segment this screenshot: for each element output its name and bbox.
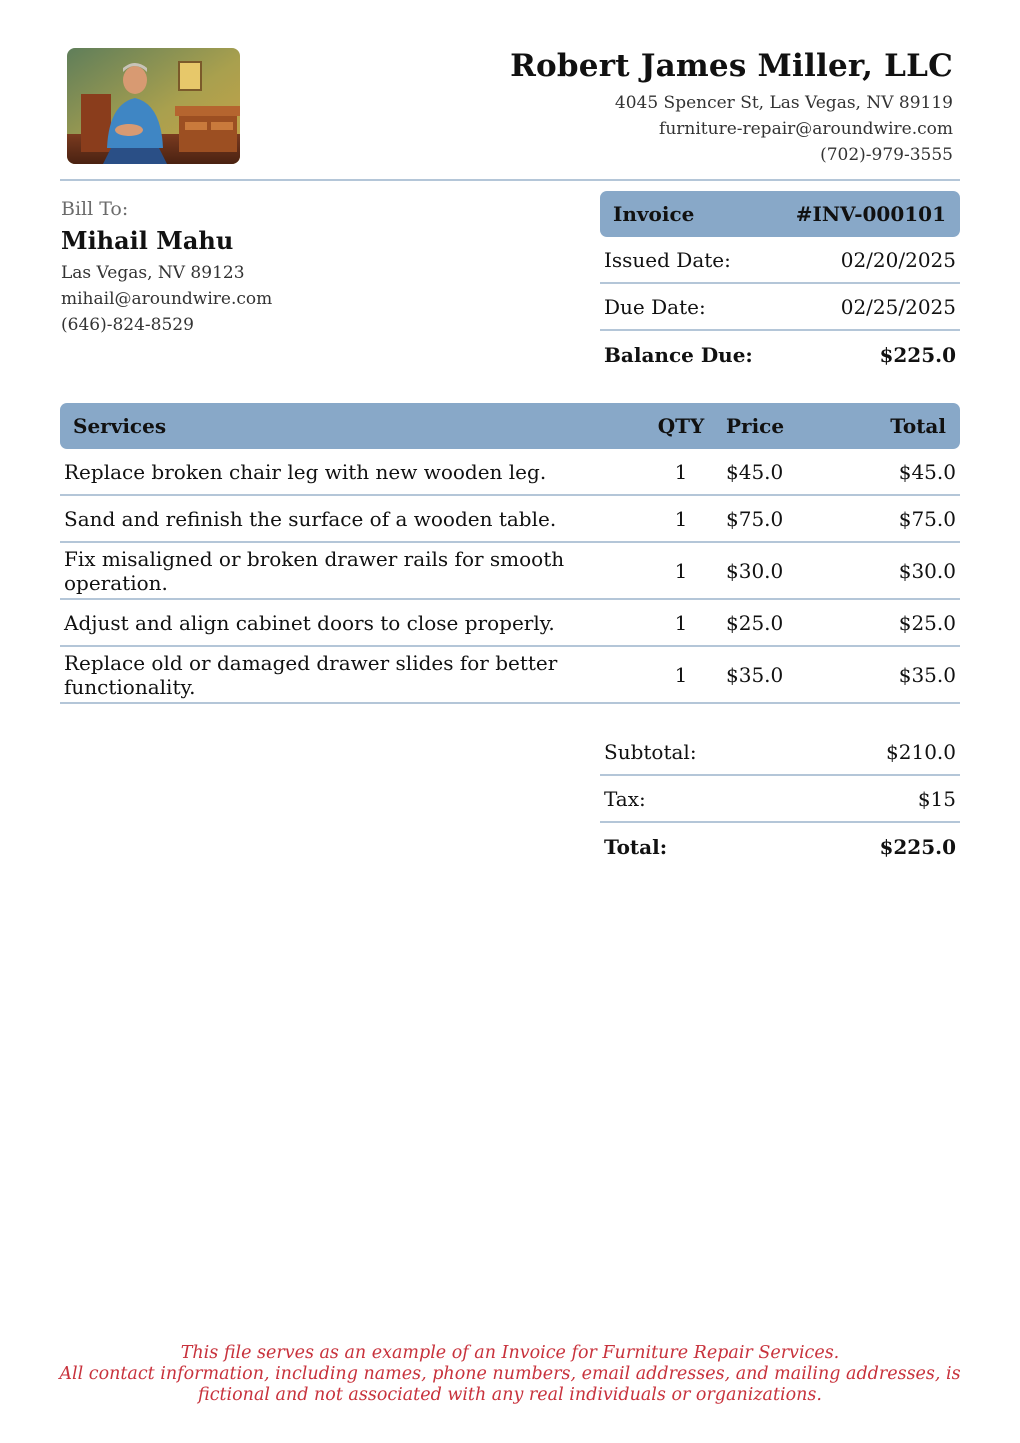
- services-table: [60, 403, 960, 704]
- issued-date-row: [600, 237, 960, 284]
- header-divider: [60, 179, 960, 181]
- service-description: Fix misaligned or broken drawer rails for smooth operation.: [64, 546, 565, 595]
- client-phone: (646)-824-8529: [61, 315, 194, 335]
- subtotal-value: $210.0: [886, 739, 956, 764]
- service-qty: 1: [674, 662, 688, 687]
- balance-due-value: $225.0: [879, 342, 956, 367]
- header-price: Price: [726, 414, 785, 438]
- grand-total-row: [600, 823, 960, 870]
- service-price: $30.0: [726, 558, 784, 583]
- header-qty: QTY: [657, 414, 705, 438]
- services-table-header: [60, 403, 960, 449]
- service-price: $35.0: [726, 662, 784, 687]
- company-address: 4045 Spencer St, Las Vegas, NV 89119: [614, 93, 953, 113]
- service-total: $30.0: [898, 558, 956, 583]
- table-row: [60, 647, 960, 704]
- company-info: [510, 46, 953, 168]
- service-qty: 1: [674, 506, 688, 531]
- disclaimer-line: This file serves as an example of an Invoice for Furniture Repair Services.: [180, 1343, 840, 1363]
- table-row: [60, 449, 960, 496]
- client-name: Mihail Mahu: [61, 226, 234, 255]
- subtotal-label: Subtotal:: [604, 739, 697, 764]
- disclaimer-line: All contact information, including names, phone numbers, email addresses, and mailing addresses, is: [59, 1364, 961, 1384]
- service-description: Replace broken chair leg with new wooden leg.: [64, 459, 547, 484]
- owner-portrait-illustration: [67, 48, 240, 164]
- service-qty: 1: [674, 610, 688, 635]
- invoice-details: [600, 191, 960, 378]
- due-date-label: Due Date:: [604, 294, 706, 319]
- client-address: Las Vegas, NV 89123: [61, 263, 245, 283]
- service-description: Adjust and align cabinet doors to close properly.: [64, 610, 555, 635]
- service-price: $25.0: [726, 610, 784, 635]
- service-total: $45.0: [898, 459, 956, 484]
- service-description: Sand and refinish the surface of a wooden table.: [64, 506, 557, 531]
- subtotal-row: [600, 729, 960, 776]
- total-value: $225.0: [879, 834, 956, 859]
- company-phone: (702)-979-3555: [820, 145, 953, 165]
- table-row: [60, 543, 960, 600]
- due-date-row: [600, 284, 960, 331]
- invoice-header-bar: [600, 191, 960, 237]
- service-qty: 1: [674, 459, 688, 484]
- table-row: [60, 496, 960, 543]
- service-price: $45.0: [726, 459, 784, 484]
- table-row: [60, 600, 960, 647]
- disclaimer-line: fictional and not associated with any real individuals or organizations.: [198, 1385, 822, 1405]
- invoice-label: Invoice: [613, 202, 695, 226]
- service-total: $25.0: [898, 610, 956, 635]
- service-price: $75.0: [726, 506, 784, 531]
- service-total: $35.0: [898, 662, 956, 687]
- invoice-number: #INV-000101: [795, 202, 946, 226]
- header-services: Services: [73, 414, 167, 438]
- total-label: Total:: [604, 834, 668, 859]
- service-qty: 1: [674, 558, 688, 583]
- tax-row: [600, 776, 960, 823]
- header-total: Total: [890, 414, 946, 438]
- balance-due-row: [600, 331, 960, 378]
- tax-label: Tax:: [604, 786, 646, 811]
- totals-section: [600, 729, 960, 870]
- bill-to-section: [61, 196, 272, 338]
- disclaimer: [30, 1343, 990, 1406]
- service-total: $75.0: [898, 506, 956, 531]
- due-date-value: 02/25/2025: [840, 294, 956, 319]
- issued-date-value: 02/20/2025: [840, 247, 956, 272]
- client-email: mihail@aroundwire.com: [61, 289, 273, 309]
- bill-to-label: Bill To:: [61, 198, 129, 220]
- company-email: furniture-repair@aroundwire.com: [659, 119, 953, 139]
- company-name: Robert James Miller, LLC: [510, 48, 953, 84]
- business-owner-photo: [67, 48, 240, 164]
- issued-date-label: Issued Date:: [604, 247, 731, 272]
- service-description: Replace old or damaged drawer slides for better functionality.: [64, 650, 558, 699]
- tax-value: $15: [917, 786, 956, 811]
- balance-due-label: Balance Due:: [604, 342, 753, 367]
